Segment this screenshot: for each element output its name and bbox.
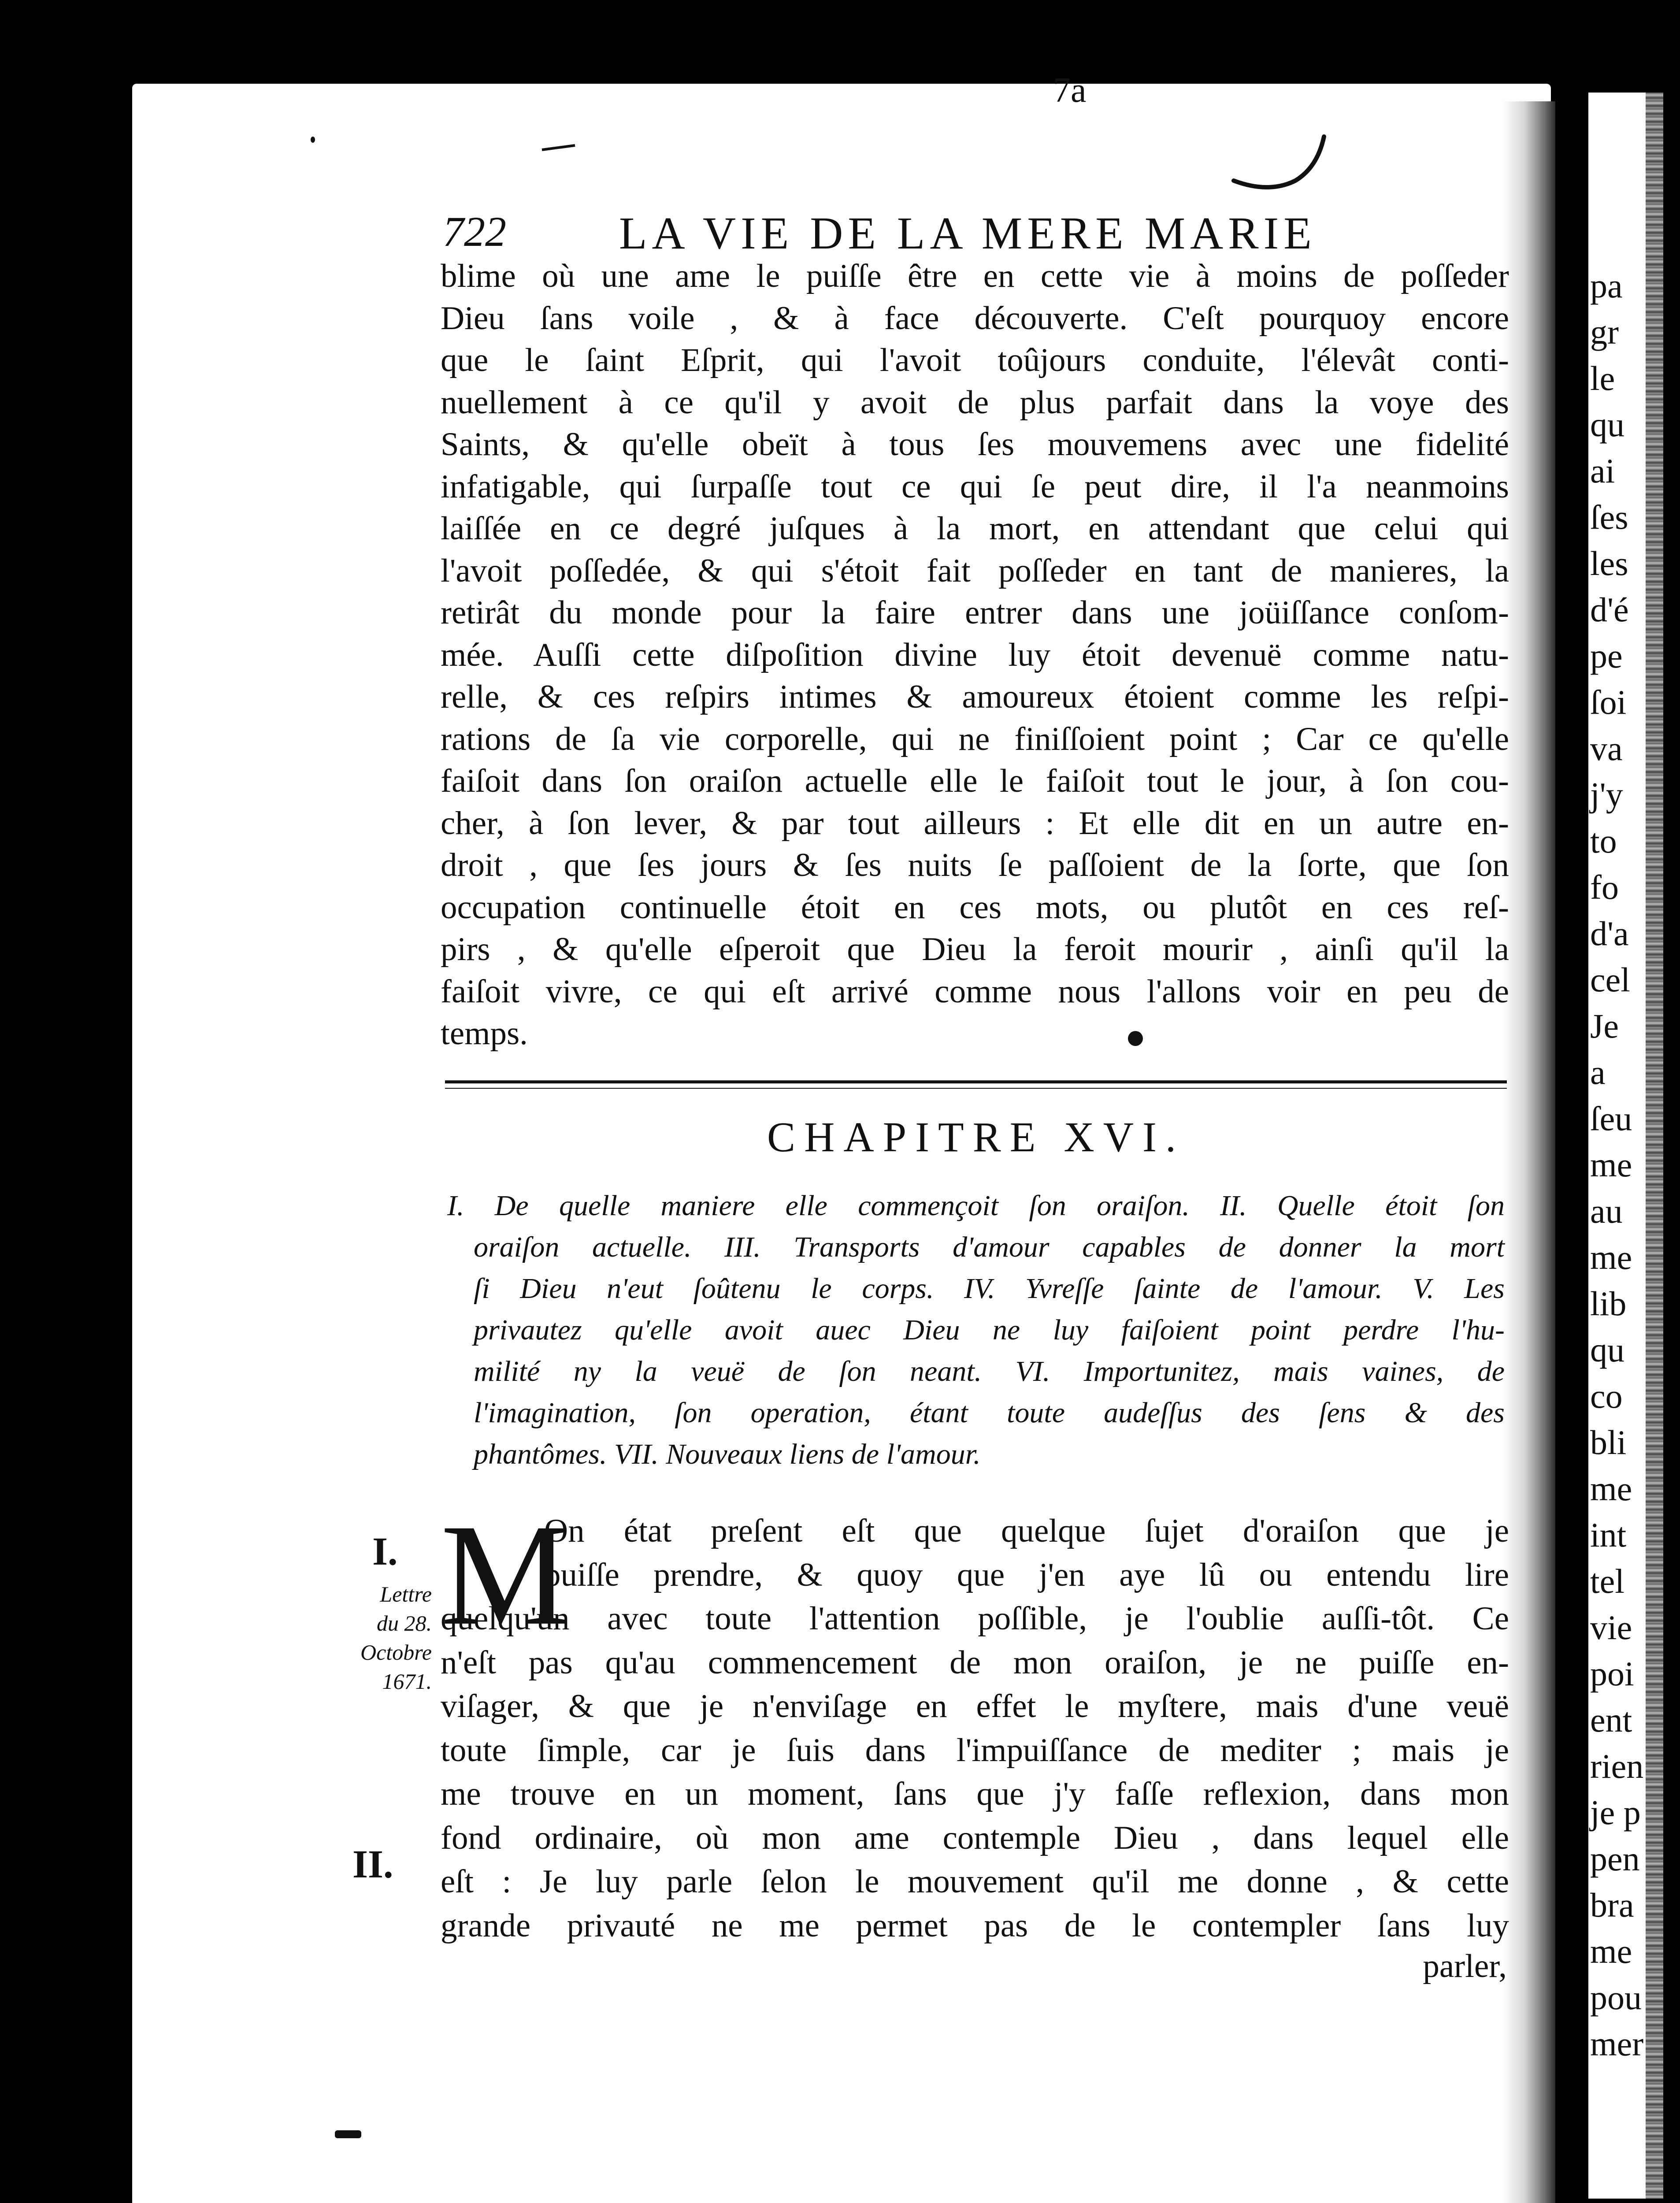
facing-page-text: pa xyxy=(1590,267,1623,305)
facing-page-text: pou xyxy=(1590,1978,1642,2017)
text-line: temps. xyxy=(441,1015,528,1052)
body-line: fond ordinaire, où mon ame contemple Dieu , dans lequel elle xyxy=(441,1819,1509,1856)
text-line: droit , que ſes jours & ſes nuits ſe paſſoient de la ſorte, que ſon xyxy=(441,847,1509,883)
body-line: n'eſt pas qu'au commencement de mon oraiſon, je ne puiſſe en- xyxy=(441,1644,1509,1681)
pen-mark xyxy=(1229,132,1331,194)
chapter-rule xyxy=(445,1080,1507,1089)
text-line: occupation continuelle étoit en ces mots, ou plutôt en ces reſ- xyxy=(441,889,1509,926)
facing-page-text: d'a xyxy=(1590,914,1629,953)
body-line: grande privauté ne me permet pas de le contempler ſans luy xyxy=(441,1907,1509,1944)
margin-note-line: Lettre xyxy=(380,1582,432,1606)
facing-page-text: bli xyxy=(1590,1423,1627,1461)
facing-page-text: va xyxy=(1590,729,1623,768)
top-handwritten-mark: 7a xyxy=(1053,71,1087,110)
drop-cap: M xyxy=(441,1495,570,1655)
text-line: rations de ſa vie corporelle, qui ne finiſſoient point ; Car ce qu'elle xyxy=(441,720,1509,757)
body-line: On état preſent eſt que quelque ſujet d'oraiſon que je xyxy=(544,1513,1509,1549)
facing-page-text: ſoi xyxy=(1590,683,1627,721)
text-line: pirs , & qu'elle eſperoit que Dieu la feroit mourir , ainſi qu'il la xyxy=(441,931,1509,968)
facing-page-text: lib xyxy=(1590,1284,1627,1323)
facing-page-text: poi xyxy=(1590,1654,1634,1693)
text-line: Dieu ſans voile , & à face découverte. C'eſt pourquoy encore xyxy=(441,300,1509,337)
facing-page-text: ſes xyxy=(1590,498,1628,536)
facing-page-text: me xyxy=(1590,1469,1632,1508)
facing-page-text: vie xyxy=(1590,1608,1632,1647)
facing-page-text: me xyxy=(1590,1932,1632,1970)
facing-page-text: tel xyxy=(1590,1562,1624,1600)
facing-page-fragment xyxy=(1588,93,1663,2199)
running-title: LA VIE DE LA MERE MARIE xyxy=(619,208,1317,259)
summary-line: oraiſon actuelle. III. Transports d'amour capables de donner la mort xyxy=(474,1231,1505,1263)
facing-page-text: je p xyxy=(1590,1793,1641,1832)
text-line: relle, & ces reſpirs intimes & amoureux étoient comme les reſpi- xyxy=(441,679,1509,715)
facing-page-text: les xyxy=(1590,544,1628,582)
facing-page-text: int xyxy=(1590,1516,1627,1554)
summary-line: privautez qu'elle avoit auec Dieu ne luy faiſoient point perdre l'hu- xyxy=(474,1314,1505,1346)
margin-section-2: II. xyxy=(352,1843,393,1886)
facing-page-text: ai xyxy=(1590,452,1615,490)
margin-section-1: I. xyxy=(372,1530,398,1573)
facing-page-text: qu xyxy=(1590,1331,1624,1369)
facing-page-text: rien xyxy=(1590,1747,1644,1785)
page-number: 722 xyxy=(443,208,506,255)
ink-smudge xyxy=(335,2130,361,2138)
text-line: Saints, & qu'elle obeït à tous ſes mouvemens avec une fidelité xyxy=(441,426,1509,463)
facing-page-text: Je xyxy=(1590,1007,1619,1045)
facing-page-text: me xyxy=(1590,1238,1632,1276)
catchword: parler, xyxy=(1423,1948,1507,1984)
text-line: faiſoit vivre, ce qui eſt arrivé comme nous l'allons voir en peu de xyxy=(441,973,1509,1010)
facing-page-text: fo xyxy=(1590,868,1619,906)
text-line: mée. Auſſi cette diſpoſition divine luy étoit devenuë comme natu- xyxy=(441,636,1509,673)
facing-page-text: cel xyxy=(1590,961,1630,999)
facing-page-text: me xyxy=(1590,1146,1632,1184)
facing-page-text: gr xyxy=(1590,313,1619,351)
facing-page-text: d'é xyxy=(1590,590,1629,629)
summary-line: l'imagination, ſon operation, étant toute audeſſus des ſens & des xyxy=(474,1397,1505,1429)
page-gutter-shadow xyxy=(1502,101,1555,2203)
facing-page-edge xyxy=(1646,93,1663,2199)
facing-page-text: ſeu xyxy=(1590,1099,1632,1138)
facing-page-text: a xyxy=(1590,1053,1606,1091)
body-line: me trouve en un moment, ſans que j'y faſſe reflexion, dans mon xyxy=(441,1776,1509,1812)
body-line: quelqu'un avec toute l'attention poſſible, je l'oublie auſſi-tôt. Ce xyxy=(441,1600,1509,1637)
facing-page-text: qu xyxy=(1590,405,1624,444)
margin-note-line: Octobre xyxy=(360,1640,432,1665)
body-line: puiſſe prendre, & quoy que j'en aye lû ou entendu lire xyxy=(544,1556,1509,1593)
facing-page-text: mer xyxy=(1590,2025,1644,2063)
summary-line: ſi Dieu n'eut ſoûtenu le corps. IV. Yvreſſe ſainte de l'amour. V. Les xyxy=(474,1272,1505,1305)
facing-page-text: to xyxy=(1590,822,1617,860)
text-line: l'avoit poſſedée, & qui s'étoit fait poſſeder en tant de manieres, la xyxy=(441,552,1509,589)
facing-page-text: pen xyxy=(1590,1840,1640,1878)
body-line: toute ſimple, car je ſuis dans l'impuiſſance de mediter ; mais je xyxy=(441,1732,1509,1769)
facing-page-text: co xyxy=(1590,1377,1623,1415)
body-line: viſager, & que je n'enviſage en effet le myſtere, mais d'une veuë xyxy=(441,1688,1509,1725)
ink-dot xyxy=(1128,1031,1143,1046)
margin-note-line: du 28. xyxy=(377,1611,432,1636)
text-line: blime où une ame le puiſſe être en cette vie à moins de poſſeder xyxy=(441,258,1509,294)
text-line: que le ſaint Eſprit, qui l'avoit toûjours conduite, l'élevât conti- xyxy=(441,342,1509,378)
text-line: infatigable, qui ſurpaſſe tout ce qui ſe peut dire, il l'a neanmoins xyxy=(441,468,1509,505)
margin-note-letter xyxy=(326,1580,432,1696)
summary-line: I. De quelle maniere elle commençoit ſon oraiſon. II. Quelle étoit ſon xyxy=(447,1190,1505,1222)
facing-page-text: pe xyxy=(1590,637,1623,675)
text-line: cher, à ſon lever, & par tout ailleurs : Et elle dit en un autre en- xyxy=(441,805,1509,842)
text-line: laiſſée en ce degré juſques à la mort, en attendant que celui qui xyxy=(441,510,1509,547)
chapter-title: CHAPITRE XVI. xyxy=(767,1113,1185,1161)
pen-dash xyxy=(540,139,579,156)
summary-line: milité ny la veuë de ſon neant. VI. Importunitez, mais vaines, de xyxy=(474,1355,1505,1387)
facing-page-text: j'y xyxy=(1590,775,1623,814)
summary-line: phantômes. VII. Nouveaux liens de l'amour. xyxy=(474,1438,981,1470)
facing-page-text: au xyxy=(1590,1192,1623,1230)
page-header xyxy=(443,207,1509,260)
margin-note-line: 1671. xyxy=(382,1669,432,1694)
text-line: faiſoit dans ſon oraiſon actuelle elle le faiſoit tout le jour, à ſon cou- xyxy=(441,763,1509,799)
text-line: retirât du monde pour la faire entrer dans une joüiſſance conſom- xyxy=(441,594,1509,631)
facing-page-text: bra xyxy=(1590,1886,1634,1924)
text-line: nuellement à ce qu'il y avoit de plus parfait dans la voye des xyxy=(441,384,1509,421)
body-line: eſt : Je luy parle ſelon le mouvement qu'il me donne , & cette xyxy=(441,1863,1509,1900)
ink-speck xyxy=(311,137,315,143)
facing-page-text: le xyxy=(1590,359,1615,397)
facing-page-text: ent xyxy=(1590,1701,1632,1739)
